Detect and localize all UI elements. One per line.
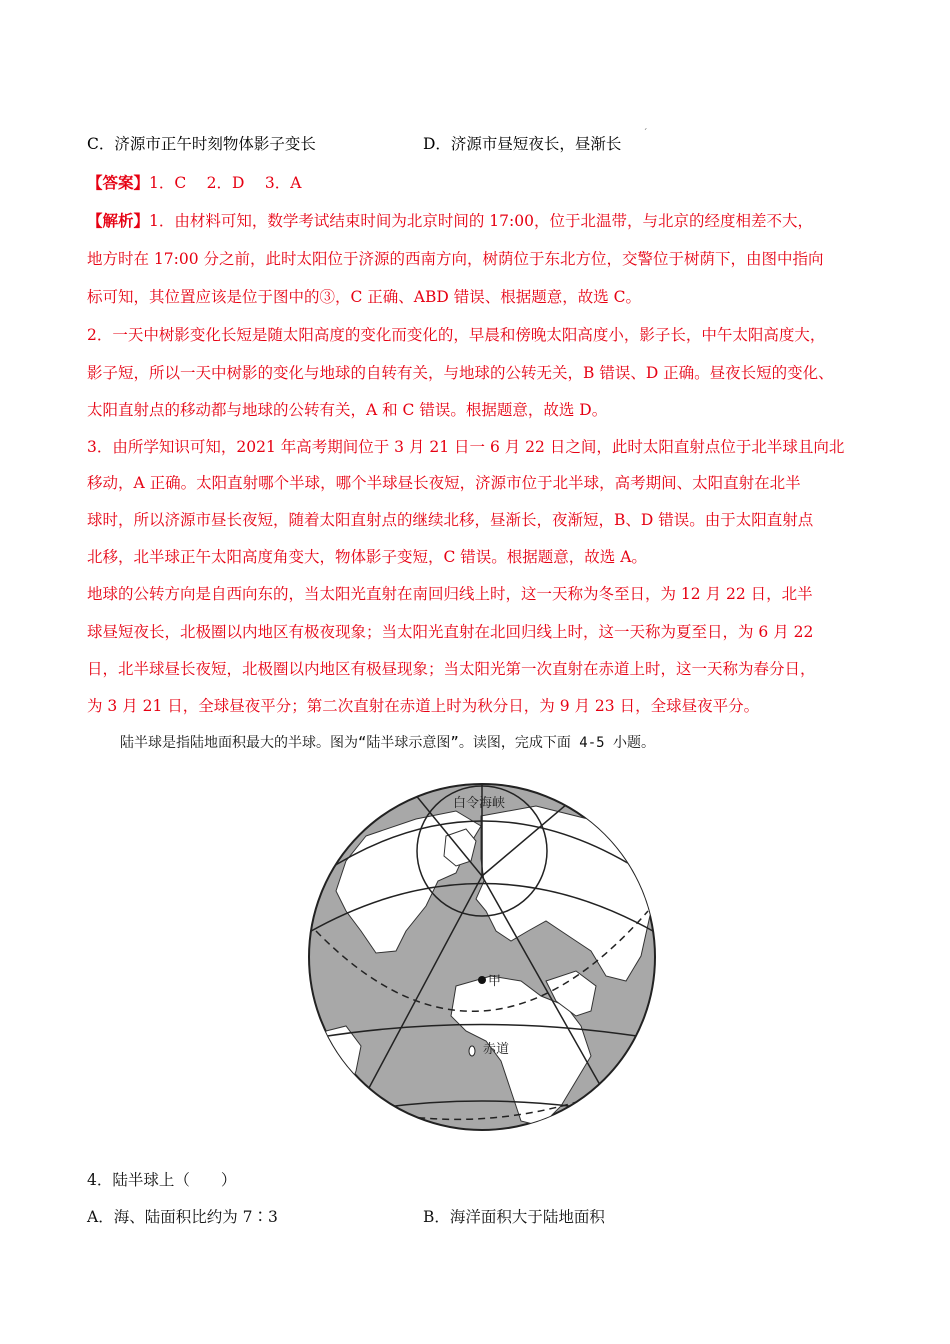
answer-tag: 【答案】 <box>87 173 150 192</box>
globe-svg <box>306 781 658 1133</box>
analysis-line-4: 2．一天中树影变化长短是随太阳高度的变化而变化的，早晨和傍晚太阳高度小，影子长，中午太阳高度大， <box>87 326 826 344</box>
analysis-line-12: 球昼短夜长，北极圈以内地区有极夜现象；当太阳光直射在北回归线上时，这一天称为夏至日，为 6 月 22 <box>87 623 814 641</box>
intro-text: 陆半球是指陆地面积最大的半球。图为“陆半球示意图”。读图，完成下面 4-5 小题。 <box>120 735 655 751</box>
answer-line <box>87 173 301 193</box>
label-equator: 赤道 <box>483 1042 510 1057</box>
analysis-line-9: 球时，所以济源市昼长夜短，随着太阳直射点的继续北移，昼渐长，夜渐短，B、D 错误。由于太阳直射点 <box>87 511 814 529</box>
q4-option-a: A．海、陆面积比约为 7∶3 <box>87 1208 278 1226</box>
answer-text: 1．C 2．D 3．A <box>149 174 302 192</box>
equator-marker <box>469 1046 475 1056</box>
analysis-text: 1．由材料可知，数学考试结束时间为北京时间的 17:00，位于北温带，与北京的经度相差不大， <box>149 212 813 230</box>
option-d: D．济源市昼短夜长，昼渐长 <box>423 135 622 153</box>
analysis-line-8: 移动，A 正确。太阳直射哪个半球，哪个半球昼长夜短，济源市位于北半球，高考期间、太阳直射在北半 <box>87 474 801 492</box>
analysis-line-7: 3．由所学知识可知，2021 年高考期间位于 3 月 21 日一 6 月 22 日之间，此时太阳直射点位于北半球且向北 <box>87 438 845 456</box>
q4-stem: 4．陆半球上（ ） <box>87 1171 237 1189</box>
label-bering-strait: 白令海峡 <box>453 796 506 811</box>
stray-mark: ˊ <box>643 129 648 139</box>
analysis-tag: 【解析】 <box>87 211 150 230</box>
analysis-line-6: 太阳直射点的移动都与地球的公转有关，A 和 C 错误。根据题意，故选 D。 <box>87 401 608 419</box>
analysis-line-2: 地方时在 17:00 分之前，此时太阳位于济源的西南方向，树荫位于东北方位，交警位于树荫下，由图中指向 <box>87 250 824 268</box>
analysis-line-11: 地球的公转方向是自西向东的，当太阳光直射在南回归线上时，这一天称为冬至日，为 12 月 22 日，北半 <box>87 585 813 603</box>
point-jia-marker <box>478 976 486 984</box>
analysis-line-1 <box>87 211 813 231</box>
analysis-line-5: 影子短，所以一天中树影的变化与地球的自转有关，与地球的公转无关，B 错误、D 正确。昼夜长短的变化、 <box>87 364 834 382</box>
analysis-line-3: 标可知，其位置应该是位于图中的③，C 正确、ABD 错误、根据题意，故选 C。 <box>87 288 642 306</box>
analysis-line-10: 北移，北半球正午太阳高度角变大，物体影子变短，C 错误。根据题意，故选 A。 <box>87 548 647 566</box>
q4-option-b: B．海洋面积大于陆地面积 <box>423 1208 605 1226</box>
land-hemisphere-figure <box>306 781 658 1133</box>
label-jia: 甲 <box>488 974 502 989</box>
analysis-line-14: 为 3 月 21 日，全球昼夜平分；第二次直射在赤道上时为秋分日，为 9 月 23 日，全球昼夜平分。 <box>87 697 760 715</box>
south-america-land <box>318 1026 361 1111</box>
analysis-line-13: 日，北半球昼长夜短，北极圈以内地区有极昼现象；当太阳光第一次直射在赤道上时，这一天称为春分日， <box>87 660 816 678</box>
option-c: C．济源市正午时刻物体影子变长 <box>87 135 316 153</box>
